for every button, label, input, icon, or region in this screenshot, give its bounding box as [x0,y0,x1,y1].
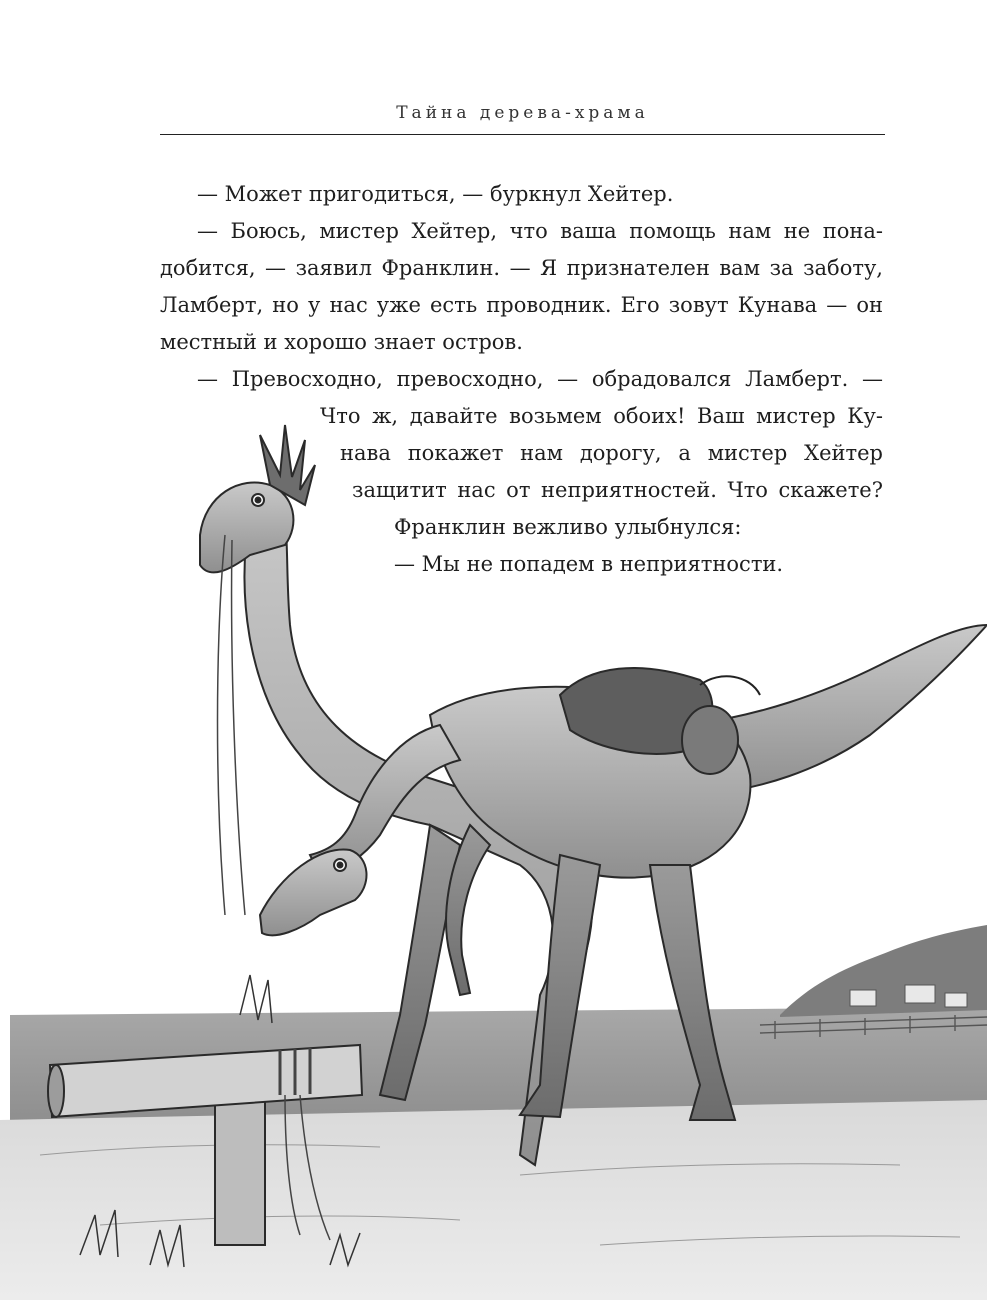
body-line-2: — Боюсь, мистер Хейтер, что ваша помощь нам не пона- [197,219,883,243]
header-rule [160,134,885,135]
body-line-6: — Превосходно, превосходно, — обрадовался Ламберт. — [197,367,883,391]
body-line-1: — Может пригодиться, — буркнул Хейтер. [197,182,674,206]
body-line-3: добится, — заявил Франклин. — Я признателен вам за заботу, [160,256,883,280]
body-line-4: Ламберт, но у нас уже есть проводник. Его зовут Кунава — он [160,293,883,317]
body-line-9: защитит нас от неприятностей. Что скажете? [352,478,883,502]
beach [0,1100,987,1300]
body-line-10: Франклин вежливо улыбнулся: [394,515,742,539]
body-line-11: — Мы не попадем в неприятности. [394,552,784,576]
body-line-8: нава покажет нам дорогу, а мистер Хейтер [340,441,883,465]
body-line-7: Что ж, давайте возьмем обоих! Ваш мистер Ку- [320,404,883,428]
dinosaur-illustration [0,395,987,1300]
body-line-5: местный и хорошо знает остров. [160,330,523,354]
running-head: Тайна дерева-храма [396,103,649,123]
